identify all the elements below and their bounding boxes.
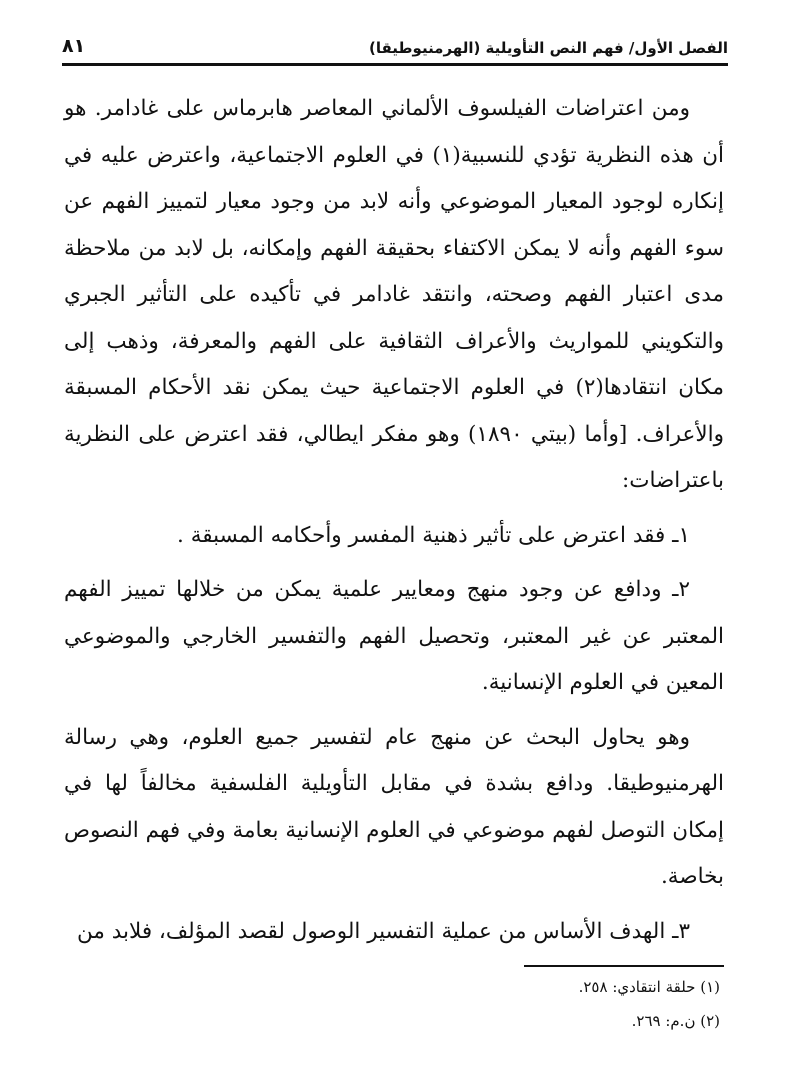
chapter-title: الفصل الأول/ فهم النص التأويلية (الهرمنيوطيقا) (369, 39, 728, 57)
paragraph-general-method: وهو يحاول البحث عن منهج عام لتفسير جميع العلوم، وهي رسالة الهرمنيوطيقا. ودافع بشدة في مقابل التأويلية الفلسفية مخالفاً لها في إمكان التوصل لفهم موضوعي في العلوم الإنسانية بعامة وفي فهم النصوص بخاصة. (64, 724, 724, 889)
footnote-2: (٢) ن.م: ٢٦٩. (631, 1012, 720, 1030)
list-item-1: ١ـ فقد اعترض على تأثير ذهنية المفسر وأحكامه المسبقة . (177, 522, 690, 548)
footnotes (64, 965, 724, 1035)
page-number: ٨١ (62, 35, 86, 57)
footnote-divider (524, 965, 724, 967)
running-header (62, 30, 728, 66)
list-item-3: ٣ـ الهدف الأساس من عملية التفسير الوصول لقصد المؤلف، فلابد من (77, 918, 690, 944)
list-item-2: ٢ـ ودافع عن وجود منهج ومعايير علمية يمكن من خلالها تمييز الفهم المعتبر عن غير المعتبر، وتحصيل الفهم والتفسير الخارجي والموضوعي المعين في العلوم الإنسانية. (64, 577, 724, 695)
page-body (64, 86, 724, 963)
paragraph-habermas-objection: ومن اعتراضات الفيلسوف الألماني المعاصر هابرماس على غادامر. هو أن هذه النظرية تؤدي للنسبية(١) في العلوم الاجتماعية، واعترض عليه في إنكاره لوجود المعيار الموضوعي وأنه لابد من وجود معيار لتمييز الفهم عن سوء الفهم وأنه لا يمكن الاكتفاء بحقيقة الفهم وإمكانه، بل لابد من ملاحظة مدى اعتبار الفهم وصحته، وانتقد غادامر في تأكيده على التأثير الجبري والتكويني للمواريث والأعراف الثقافية على الفهم والمعرفة، وذهب إلى مكان انتقادها(٢) في العلوم الاجتماعية حيث يمكن نقد الأحكام المسبقة والأعراف. [وأما (بيتي ١٨٩٠) وهو مفكر ايطالي، فقد اعترض على النظرية باعتراضات: (64, 96, 724, 493)
footnote-1: (١) حلقة انتقادي: ٢٥٨. (578, 978, 720, 996)
